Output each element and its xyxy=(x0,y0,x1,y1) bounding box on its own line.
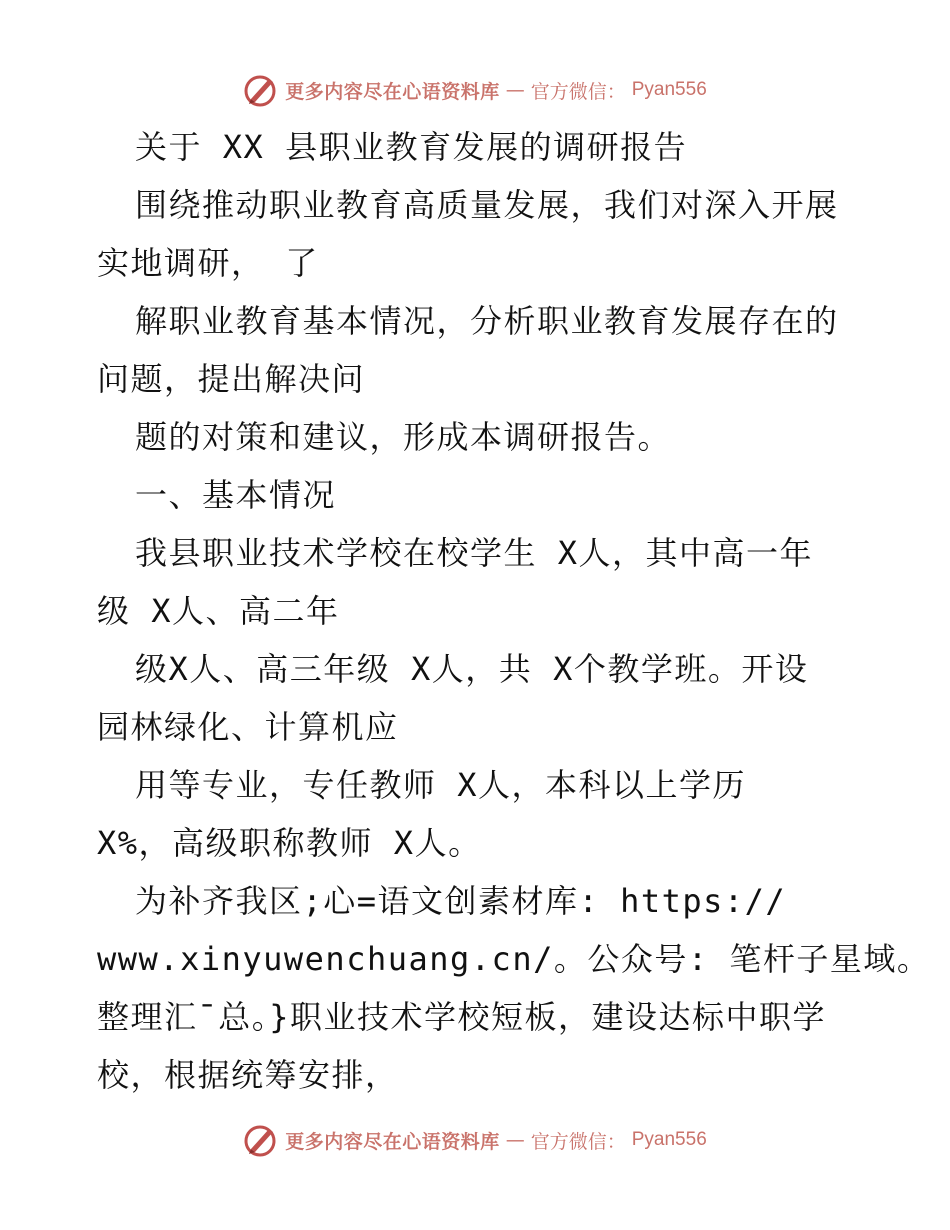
document-body xyxy=(97,118,931,1104)
banner-dash: — xyxy=(505,1129,525,1151)
paragraph-line: 解职业教育基本情况，分析职业教育发展存在的 xyxy=(135,302,839,340)
banner-site-name: 更多内容尽在心语资料库 xyxy=(285,1130,500,1153)
banner-official-label: 官方微信： xyxy=(530,80,626,103)
paragraph-line: X%，高级职称教师 X人。 xyxy=(97,824,482,862)
paragraph-line: 实地调研， 了 xyxy=(97,244,319,282)
paragraph-line: 整理汇¯总。}职业技术学校短板，建设达标中职学 xyxy=(97,998,827,1036)
banner-site-name: 更多内容尽在心语资料库 xyxy=(285,80,500,103)
banner-dash: — xyxy=(505,79,525,101)
paragraph-line: 级X人、高三年级 X人，共 X个教学班。开设 xyxy=(135,650,809,688)
paragraph-line: 为补齐我区;心=语文创素材库: https:// xyxy=(135,882,787,920)
paragraph-line: 问题，提出解决问 xyxy=(97,360,366,398)
paragraph-line: www.xinyuwenchuang.cn/。公众号: 笔杆子星域。 xyxy=(97,940,931,978)
section-heading: 一、基本情况 xyxy=(135,476,337,514)
paragraph-line: 校，根据统筹安排， xyxy=(97,1056,399,1094)
banner-official-label: 官方微信： xyxy=(530,1130,626,1153)
paragraph-line: 题的对策和建议，形成本调研报告。 xyxy=(135,418,672,456)
header-watermark-banner xyxy=(0,70,950,110)
pen-logo-icon xyxy=(243,73,279,107)
paragraph-line: 用等专业，专任教师 X人，本科以上学历 xyxy=(135,766,747,804)
paragraph-line: 级 X人、高二年 xyxy=(97,592,340,630)
header-watermark-inner xyxy=(243,73,707,107)
banner-handle: Pyan556 xyxy=(631,79,707,100)
paragraph-line: 我县职业技术学校在校学生 X人，其中高一年 xyxy=(135,534,814,572)
footer-watermark-banner xyxy=(0,1120,950,1160)
pen-logo-icon xyxy=(243,1123,279,1157)
footer-watermark-inner xyxy=(243,1123,707,1157)
paragraph-line: 围绕推动职业教育高质量发展，我们对深入开展 xyxy=(135,186,839,224)
banner-handle: Pyan556 xyxy=(631,1129,707,1150)
paragraph-line: 园林绿化、计算机应 xyxy=(97,708,399,746)
document-title: 关于 XX 县职业教育发展的调研报告 xyxy=(135,128,688,166)
